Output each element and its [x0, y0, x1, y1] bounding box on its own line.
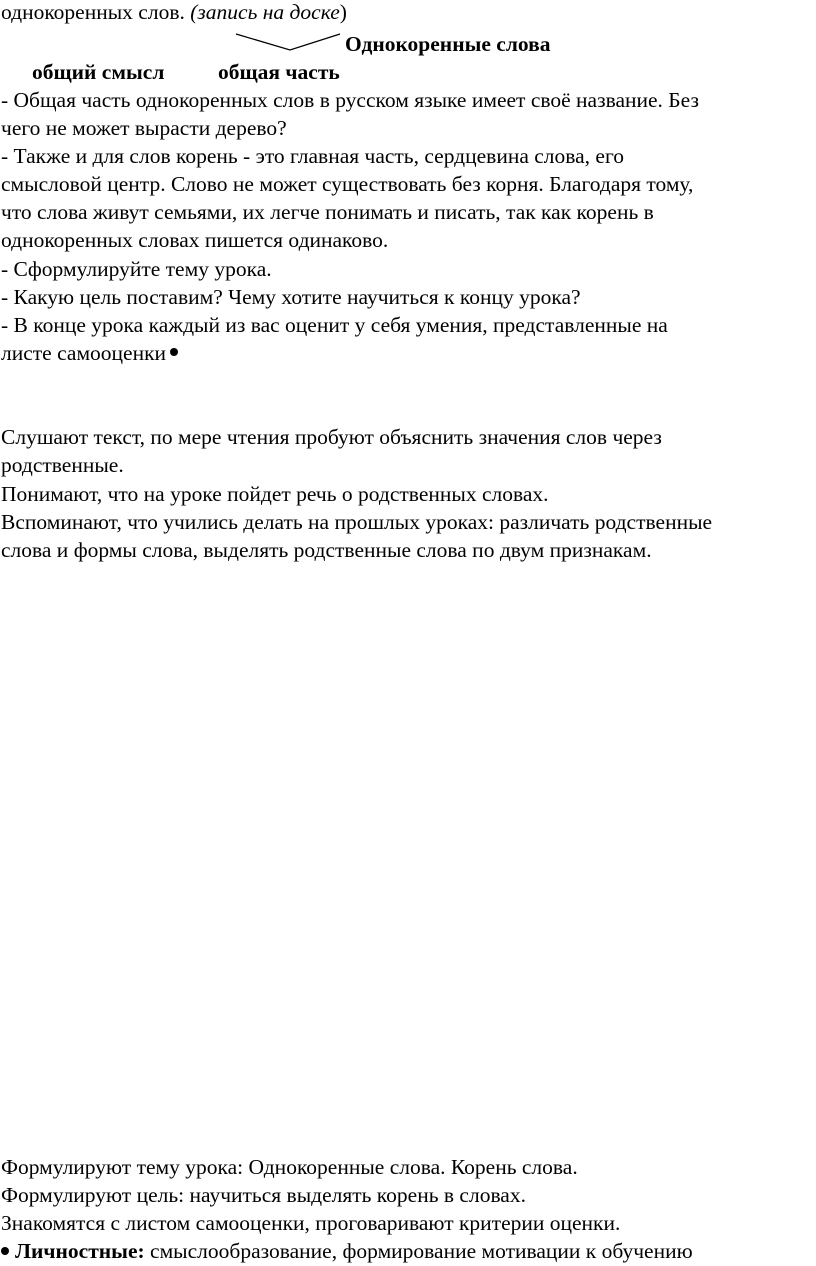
teacher-line: чего не может вырасти дерево? [1, 116, 287, 140]
teacher-line: - В конце урока каждый из вас оценит у себя умения, представленные на [1, 313, 668, 337]
diagram-right-branch: общая часть [218, 60, 340, 84]
teacher-line: что слова живут семьями, их легче понимать и писать, так как корень в [1, 200, 654, 224]
teacher-line: листе самооценки [1, 341, 167, 365]
ud-line [1, 1237, 693, 1265]
teacher-line: - Какую цель поставим? Чему хотите научиться к концу урока? [1, 285, 581, 309]
student-line: Слушают текст, по мере чтения пробуют объяснить значения слов через [1, 425, 662, 449]
teacher-last-line [1, 339, 178, 367]
teacher-line: - Также и для слов корень - это главная часть, сердцевина слова, его [1, 144, 625, 168]
bullet-icon [1, 1247, 9, 1255]
ud-label: Личностные: [15, 1239, 145, 1263]
board-note: (запись на доске [190, 0, 340, 24]
student-line: слова и формы слова, выделять родственные слова по двум признакам. [1, 538, 652, 562]
student-line: Понимают, что на уроке пойдет речь о родственных словах. [1, 482, 549, 506]
teacher-line: смысловой центр. Слово не может существовать без корня. Благодаря тому, [1, 172, 694, 196]
diagram-branch-arrows [236, 34, 340, 50]
outcome-line: Формулируют цель: научиться выделять корень в словах. [1, 1183, 526, 1207]
outcome-line: Формулируют тему урока: Однокоренные слова. Корень слова. [1, 1155, 578, 1179]
student-line: Вспоминают, что учились делать на прошлых уроках: различать родственные [1, 510, 713, 534]
outcome-line: Знакомятся с листом самооценки, проговаривают критерии оценки. [1, 1211, 621, 1235]
intro-text: однокоренных слов. [1, 0, 185, 24]
ud-text: смыслообразование, формирование мотивации к обучению [144, 1239, 693, 1263]
bullet-icon [170, 348, 178, 356]
teacher-line: однокоренных словах пишется одинаково. [1, 228, 389, 252]
teacher-line: - Общая часть однокоренных слов в русском языке имеет своё название. Без [1, 88, 699, 112]
diagram-left-branch: общий смысл [32, 60, 165, 84]
board-note-close: ) [339, 0, 347, 24]
teacher-line: - Сформулируйте тему урока. [1, 257, 272, 281]
diagram-title: Однокоренные слова [345, 32, 551, 56]
student-line: родственные. [1, 453, 124, 477]
